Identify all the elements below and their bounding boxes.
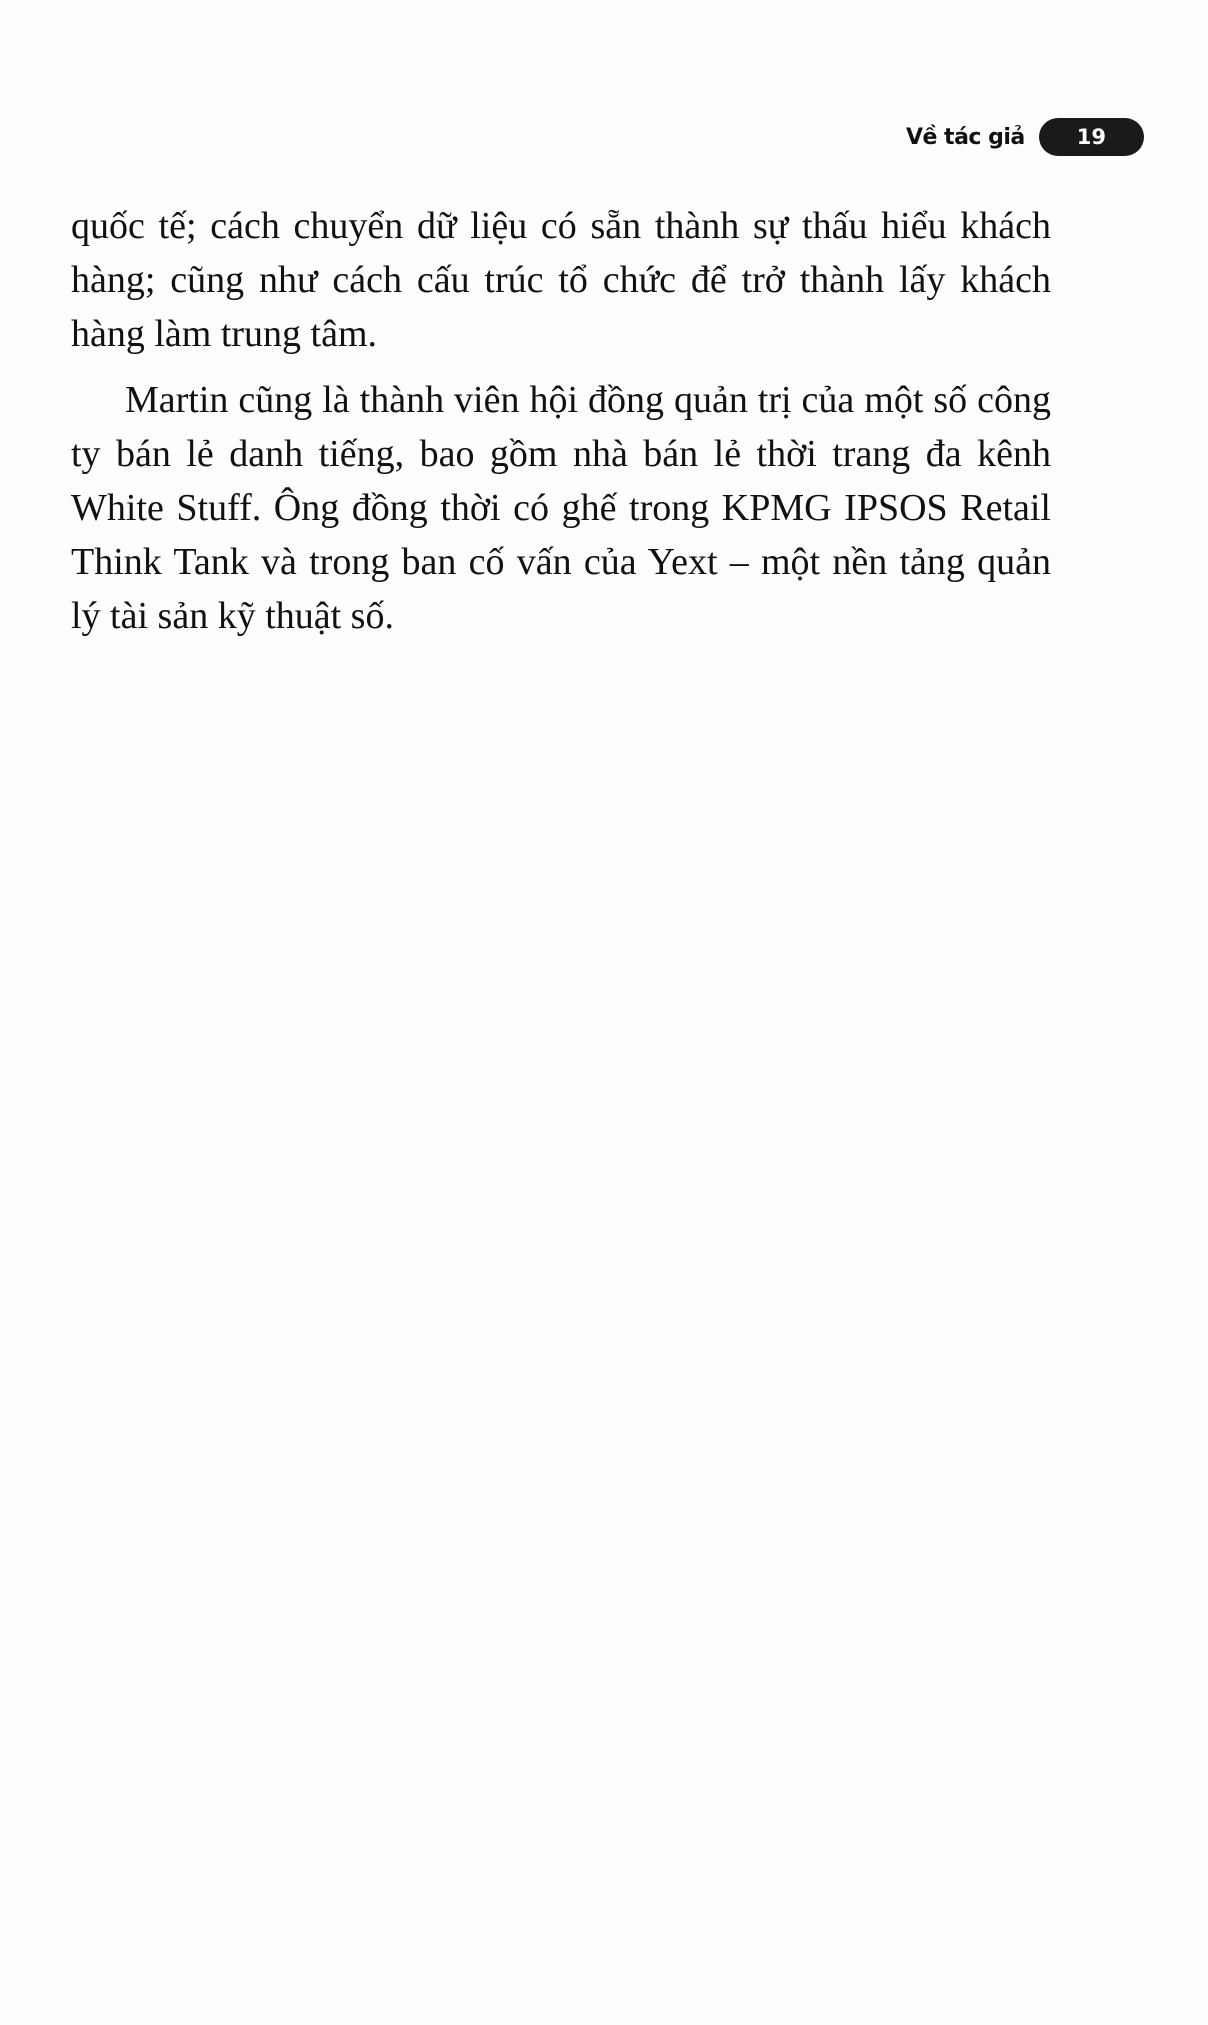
paragraph-continuation: quốc tế; cách chuyển dữ liệu có sẵn thành sự thấu hiểu khách hàng; cũng như cách cấu trúc tổ chức để trở thành lấy khách hàng làm trung tâm. xyxy=(71,205,1051,355)
running-header xyxy=(906,118,1144,156)
page-number-badge: 19 xyxy=(1039,118,1144,156)
body-text xyxy=(71,199,1051,643)
paragraph-martin: Martin cũng là thành viên hội đồng quản trị của một số công ty bán lẻ danh tiếng, bao gồm nhà bán lẻ thời trang đa kênh White Stuff. Ông đồng thời có ghế trong KPMG IPSOS Retail Think Tank và trong ban cố vấn của Yext – một nền tảng quản lý tài sản kỹ thuật số. xyxy=(71,379,1051,637)
section-title: Về tác giả xyxy=(905,124,1025,150)
